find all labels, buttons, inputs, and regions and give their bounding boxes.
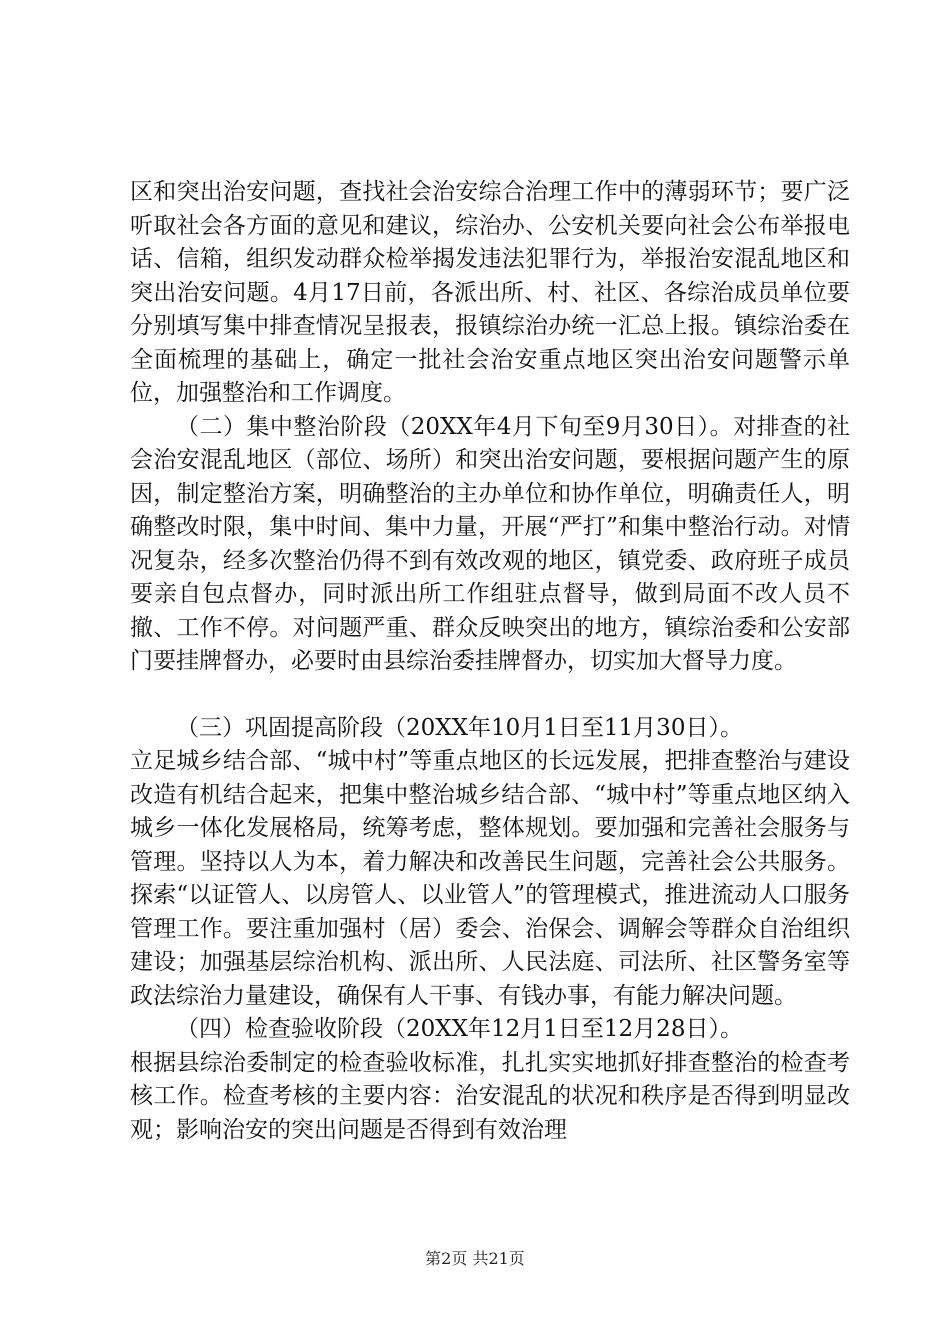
paragraph-concentrated-rectification: （二）集中整治阶段（20XX年4月下旬至9月30日）。对排查的社会治安混乱地区（部位、场所）和突出治安问题，要根据问题产生的原因，制定整治方案，明确整治的主办单位和协作单位，明确责任人，明确整改时限，集中时间、集中力量，开展“严打”和集中整治行动。对情况复杂，经多次整治仍得不到有效改观的地区，镇党委、政府班子成员要亲自包点督办，同时派出所工作组驻点督导，做到局面不改人员不撤、工作不停。对问题严重、群众反映突出的地方，镇综治委和公安部门要挂牌督办，必要时由县综治委挂牌督办，切实加大督导力度。 bbox=[130, 413, 850, 674]
page-number-footer: 第2页 共21页 bbox=[425, 1249, 525, 1268]
paragraph-consolidation-body: 立足城乡结合部、“城中村”等重点地区的长远发展，把排查整治与建设改造有机结合起来，把集中整治城乡结合部、“城中村”等重点地区纳入城乡一体化发展格局，统筹考虑，整体规划。要加强和完善社会服务与管理。坚持以人为本，着力解决和改善民生问题，完善社会公共服务。探索“以证管人、以房管人、以业管人”的管理模式，推进流动人口服务管理工作。要注重加强村（居）委会、治保会、调解会等群众自治组织建设；加强基层综治机构、派出所、人民法庭、司法所、社区警务室等政法综治力量建设，确保有人干事、有钱办事，有能力解决问题。 bbox=[130, 748, 850, 1009]
paragraph-investigation-continued: 区和突出治安问题，查找社会治安综合治理工作中的薄弱环节；要广泛听取社会各方面的意见和建议，综治办、公安机关要向社会公布举报电话、信箱，组织发动群众检举揭发违法犯罪行为，举报治安混乱地区和突出治安问题。4月17日前，各派出所、村、社区、各综治成员单位要分别填写集中排查情况呈报表，报镇综治办统一汇总上报。镇综治委在全面梳理的基础上，确定一批社会治安重点地区突出治安问题警示单位，加强整治和工作调度。 bbox=[130, 179, 850, 406]
paragraph-inspection-heading: （四）检查验收阶段（20XX年12月1日至12月28日）。 bbox=[176, 1016, 743, 1042]
paragraph-inspection-body: 根据县综治委制定的检查验收标准，扎扎实实地抓好排查整治的检查考核工作。检查考核的主要内容：治安混乱的状况和秩序是否得到明显改观；影响治安的突出问题是否得到有效治理 bbox=[130, 1049, 850, 1143]
paragraph-consolidation-heading: （三）巩固提高阶段（20XX年10月1日至11月30日）。 bbox=[176, 714, 743, 741]
document-body bbox=[130, 176, 850, 1147]
